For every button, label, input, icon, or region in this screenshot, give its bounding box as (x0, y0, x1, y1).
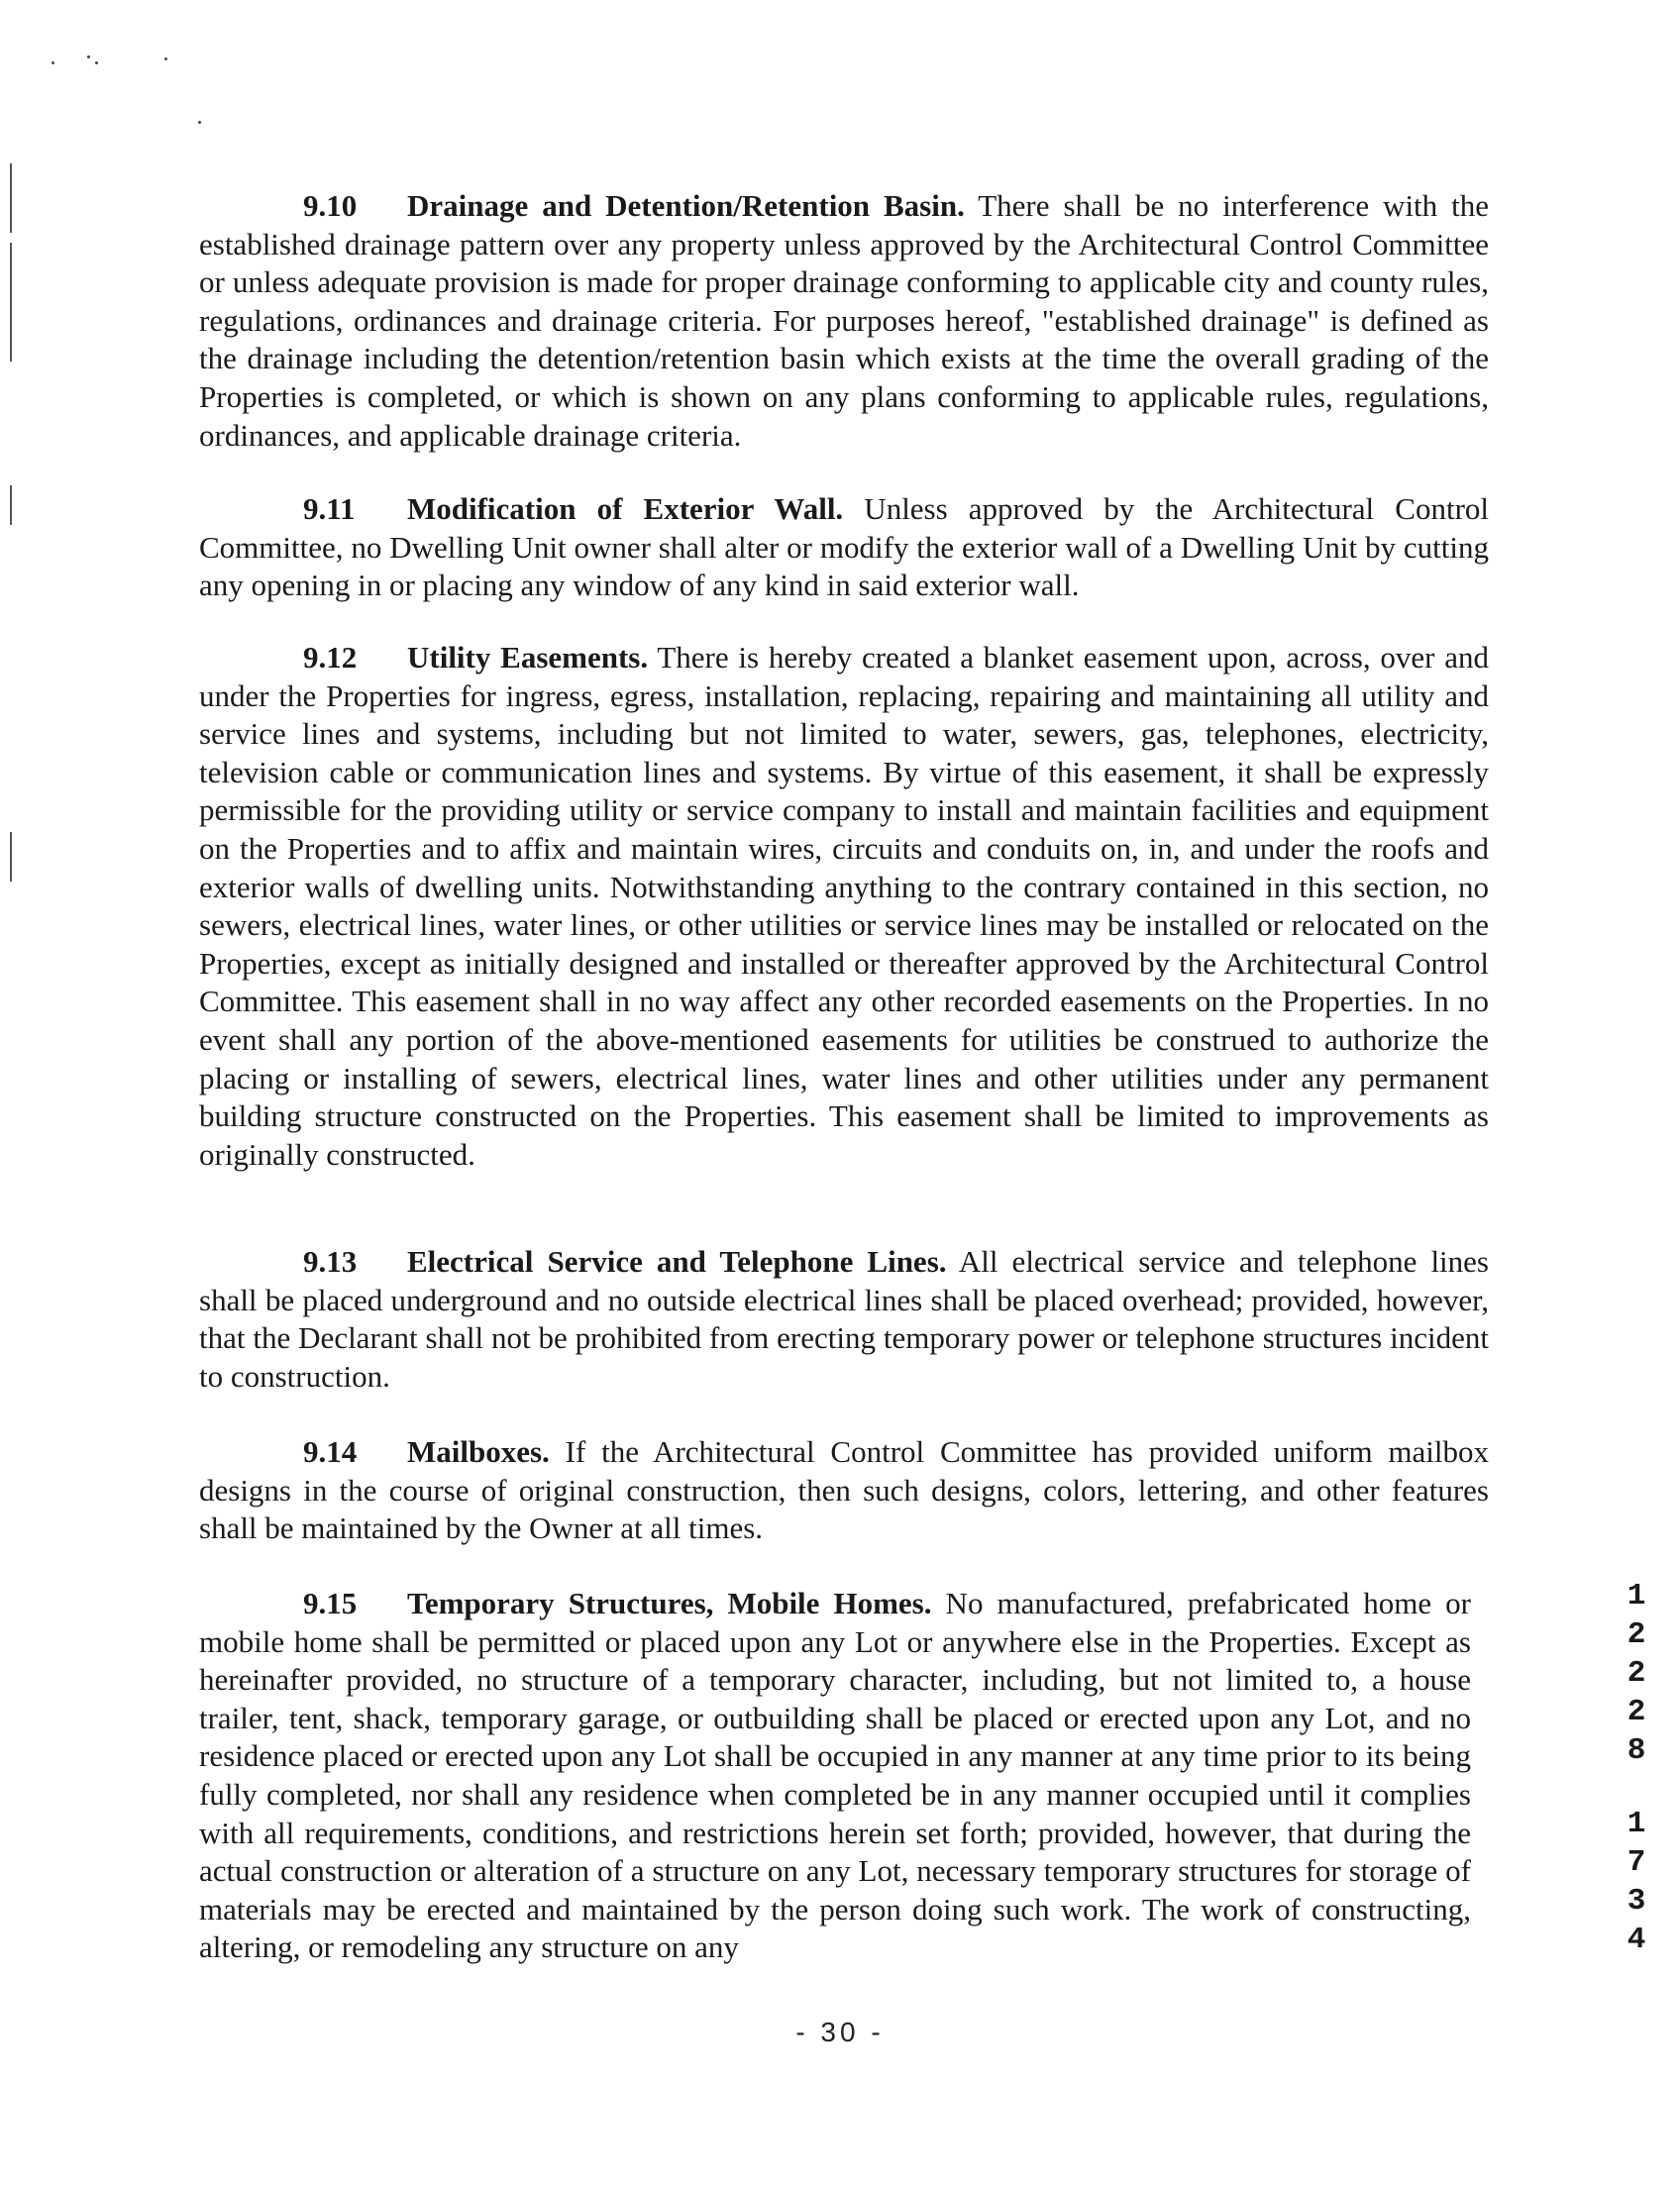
section-number: 9.15 (303, 1586, 358, 1620)
section-number: 9.11 (303, 491, 356, 526)
scan-speck (95, 61, 98, 64)
stamp-digit: 3 (1627, 1884, 1646, 1919)
recording-stamp-column-two (1622, 1805, 1651, 1959)
section-body: No manufactured, prefabricated home or mobile home shall be permitted or placed upon any Lot or anywhere else in the Properties. Except as hereinafter provided, no structure of a temporary character, including, but not limited to, a house trailer, tent, shack, temporary garage, or outbuilding shall be placed or erected upon any Lot, and no residence placed or erected upon any Lot shall be occupied in any manner at any time prior to its being fully completed, nor shall any residence when completed be in any manner occupied until it complies with all requirements, conditions, and restrictions herein set forth; provided, however, that during the actual construction or alteration of a structure on any Lot, necessary temporary structures for storage of materials may be erected and maintained by the person doing such work. The work of constructing, altering, or remodeling any structure on any (199, 1586, 1472, 1965)
section-9-11 (199, 490, 1489, 605)
section-number: 9.12 (303, 640, 358, 675)
page-number: - 30 - (795, 2017, 885, 2047)
section-body: All electrical service and telephone lines shall be placed underground and no outside electrical lines shall be placed overhead; provided, however, that the Declarant shall not be prohibited from erecting temporary power or telephone structures incident to construction. (199, 1244, 1489, 1394)
scan-edge-mark (10, 485, 12, 525)
section-title: Modification of Exterior Wall. (407, 491, 844, 526)
section-title: Utility Easements. (407, 640, 649, 675)
stamp-digit: 4 (1627, 1923, 1646, 1957)
stamp-digit: 7 (1627, 1845, 1646, 1880)
section-9-14 (199, 1433, 1489, 1548)
scan-speck (52, 61, 54, 64)
stamp-digit: 2 (1627, 1617, 1646, 1652)
scan-speck (198, 121, 201, 124)
section-9-10 (199, 187, 1489, 455)
scan-edge-mark (10, 163, 12, 233)
section-body: Unless approved by the Architectural Control Committee, no Dwelling Unit owner shall alter or modify the exterior wall of a Dwelling Unit by cutting any opening in or placing any window of any kind in said exterior wall. (199, 491, 1490, 603)
stamp-digit: 2 (1627, 1695, 1646, 1729)
stamp-digit: 2 (1627, 1656, 1646, 1691)
scan-edge-mark (10, 243, 12, 362)
section-title: Electrical Service and Telephone Lines. (407, 1244, 947, 1279)
section-body: If the Architectural Control Committee has provided uniform mailbox designs in the course of original construction, then such designs, colors, lettering, and other features shall be maintained by the Owner at all times. (199, 1434, 1489, 1546)
scan-speck (164, 57, 167, 60)
section-body: There is hereby created a blanket easement upon, across, over and under the Properties for ingress, egress, installation, replacing, repairing and maintaining all utility and service lines and systems, including but not limited to water, sewers, gas, telephones, electricity, television cable or communication lines and systems. By virtue of this easement, it shall be expressly permissible for the providing utility or service company to install and maintain facilities and equipment on the Properties and to affix and maintain wires, circuits and conduits on, in, and under the roofs and exterior walls of dwelling units. Notwithstanding anything to the contrary contained in this section, no sewers, electrical lines, water lines, or other utilities or service lines may be installed or relocated on the Properties, except as initially designed and installed or thereafter approved by the Architectural Control Committee. This easement shall in no way affect any other recorded easements on the Properties. In no event shall any portion of the above-mentioned easements for utilities be construed to authorize the placing or installing of sewers, electrical lines, water lines and other utilities under any permanent building structure constructed on the Properties. This easement shall be limited to improvements as originally constructed. (199, 640, 1489, 1172)
stamp-digit: 8 (1627, 1733, 1646, 1768)
section-number: 9.14 (303, 1434, 358, 1469)
section-title: Mailboxes. (407, 1434, 550, 1469)
section-body: There shall be no interference with the established drainage pattern over any property unless approved by the Architectural Control Committee or unless adequate provision is made for proper drainage conforming to applicable city and county rules, regulations, ordinances and drainage criteria. For purposes hereof, "established drainage" is defined as the drainage including the detention/retention basin which exists at the time the overall grading of the Properties is completed, or which is shown on any plans conforming to applicable rules, regulations, ordinances, and applicable drainage criteria. (199, 188, 1489, 453)
section-number: 9.13 (303, 1244, 358, 1279)
scan-speck (87, 55, 90, 58)
section-number: 9.10 (303, 188, 358, 223)
scan-edge-mark (10, 832, 12, 882)
section-title: Drainage and Detention/Retention Basin. (407, 188, 965, 223)
section-9-13 (199, 1243, 1489, 1396)
section-title: Temporary Structures, Mobile Homes. (407, 1586, 932, 1620)
section-9-15 (199, 1585, 1471, 1967)
recording-stamp-column-one (1622, 1577, 1651, 1770)
section-9-12 (199, 639, 1489, 1174)
stamp-digit: 1 (1627, 1807, 1646, 1841)
stamp-digit: 1 (1627, 1579, 1646, 1614)
